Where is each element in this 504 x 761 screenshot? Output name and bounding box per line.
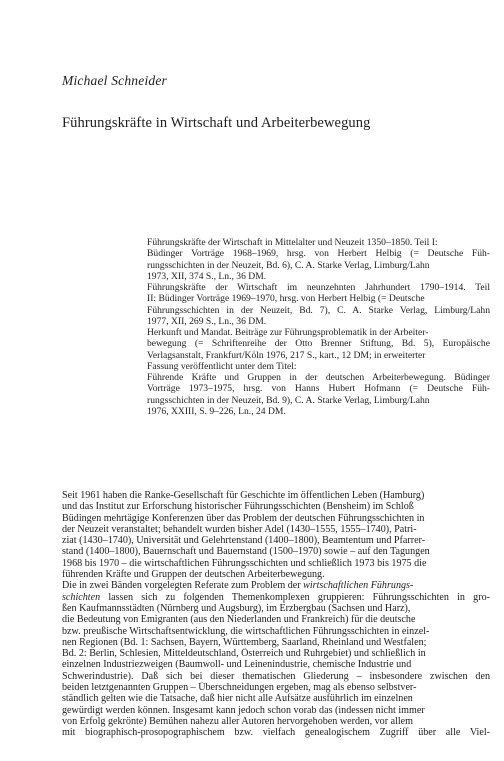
text-line <box>62 592 490 603</box>
text-line: und das Institut zur Erforschung historischer Führungsschichten (Bensheim) im Schloß <box>62 501 414 513</box>
text-run: Die in zwei Bänden vorgelegten Referate zum Problem der <box>62 580 304 592</box>
text-line: bzw. preußische Wirtschaftsentwicklung, die wirtschaftlichen Führungsschichten in einzel- <box>62 625 430 637</box>
text-line: nen Regionen (Bd. 1: Sachsen, Bayern, Württemberg, Saarland, Rheinland und Westfalen; <box>62 636 427 648</box>
text-line <box>62 580 490 591</box>
bibliographic-references <box>147 237 490 417</box>
reference-line: Führungsschichten in der Neuzeit, Bd. 7), C. A. Starke Verlag, Limburg/Lahn <box>147 304 490 316</box>
text-run: lassen sich zu folgenden Themenkomplexen gruppieren: Führungsschichten in gro- <box>100 591 490 603</box>
reference-line: Herkunft und Mandat. Beiträge zur Führungsproblematik in der Arbeiter- <box>147 327 429 338</box>
reference-line: rungsschichten in der Neuzeit, Bd. 6), C. A. Starke Verlag, Limburg/Lahn <box>147 259 430 271</box>
text-line: von Erfolg gekrönte) Bemühen nahezu aller Autoren hervorgehoben werden, vor allem <box>62 715 414 727</box>
reference-line: bewegung (= Schriftenreihe der Otto Brenner Stiftung, Bd. 5), Europäische <box>147 338 490 350</box>
reference-line: Fassung veröffentlicht unter dem Titel: <box>147 360 297 372</box>
text-line: führenden Kräfte und Gruppen der deutschen Arbeiterbewegung. <box>62 569 325 581</box>
reference-line: Büdinger Vorträge 1968–1969, hrsg. von Herbert Helbig (= Deutsche Füh- <box>147 248 490 260</box>
text-line: mit biographisch-prosopographischem bzw. vielfach genealogischem Zugriff über alle Viel- <box>62 727 490 739</box>
text-line: die Bedeutung von Emigranten (aus den Niederlanden und Frankreich) für die deutsche <box>62 614 416 626</box>
text-line: einzelnen Industriezweigen (Baumwoll- und Leinenindustrie, chemische Industrie und <box>62 659 412 671</box>
reference-line: 1973, XII, 374 S., Ln., 36 DM. <box>147 270 267 282</box>
text-line: ständlich gelten wie die Tatsache, daß hier nicht alle Aufsätze ausführlich im einzelnen <box>62 693 413 705</box>
text-line: der Neuzeit veranstaltet; behandelt wurden bisher Adel (1430–1555, 1555–1740), Patri- <box>62 523 417 535</box>
reference-line: Führungskräfte der Wirtschaft in Mittelalter und Neuzeit 1350–1850. Teil I: <box>147 237 438 248</box>
text-line: beiden letztgenannten Gruppen – Überschneidungen ergeben, mag als ebenso selbstver- <box>62 682 417 694</box>
reference-line: Verlagsanstalt, Frankfurt/Köln 1976, 217 S., kart., 12 DM; in erweiterter <box>147 349 426 361</box>
text-line: Seit 1961 haben die Ranke-Gesellschaft für Geschichte im öffentlichen Leben (Hamburg) <box>62 490 425 501</box>
reference-line: 1976, XXIII, S. 9–226, Ln., 24 DM. <box>147 405 286 417</box>
text-line: ßen Kaufmannsstädten (Nürnberg und Augsburg), im Erzbergbau (Sachsen und Harz), <box>62 602 411 614</box>
text-line: ziat (1430–1740), Universität und Gelehrtenstand (1400–1800), Beamtentum und Pfarrer- <box>62 535 426 547</box>
emphasis-text: schichten <box>62 591 101 603</box>
text-line: gewürdigt werden können. Insgesamt kann jedoch schon vorab das (indessen nicht immer <box>62 704 425 716</box>
reference-line: rungsschichten in der Neuzeit, Bd. 9), C. A. Starke Verlag, Limburg/Lahn <box>147 394 430 406</box>
reference-line: 1977, XII, 269 S., Ln., 36 DM. <box>147 315 267 327</box>
text-line: stand (1400–1800), Bauernschaft und Bauernstand (1500–1970) sowie – auf den Tagungen <box>62 546 430 558</box>
reference-line: Vorträge 1973–1975, hrsg. von Hanns Hubert Hofmann (= Deutsche Füh- <box>147 383 490 395</box>
emphasis-text: wirtschaftlichen Führungs- <box>303 580 414 592</box>
text-line: Bd. 2: Berlin, Schlesien, Mitteldeutschland, Österreich und Ruhrgebiet) und schließlich in <box>62 648 426 660</box>
article-title: Führungskräfte in Wirtschaft und Arbeiterbewegung <box>62 115 371 131</box>
author-name: Michael Schneider <box>62 73 167 88</box>
text-line: Schwerindustrie). Daß sich bei dieser thematischen Gliederung – insbesondere zwischen den <box>62 670 490 682</box>
reference-line: Führungskräfte der Wirtschaft im neunzehnten Jahrhundert 1790–1914. Teil <box>147 282 490 293</box>
paragraph-2 <box>62 580 490 738</box>
text-line: 1968 bis 1970 – die wirtschaftlichen Führungsschichten und schließlich 1973 bis 1975 die <box>62 557 427 569</box>
reference-line: II: Büdinger Vorträge 1969–1970, hrsg. von Herbert Helbig (= Deutsche <box>147 293 425 305</box>
body-text <box>62 490 490 739</box>
paragraph-1 <box>62 490 490 580</box>
reference-line: Führende Kräfte und Gruppen in der deutschen Arbeiterbewegung. Büdinger <box>147 372 490 383</box>
text-line: Büdingen mehrtägige Konferenzen über das Problem der deutschen Führungsschichten in <box>62 512 425 524</box>
